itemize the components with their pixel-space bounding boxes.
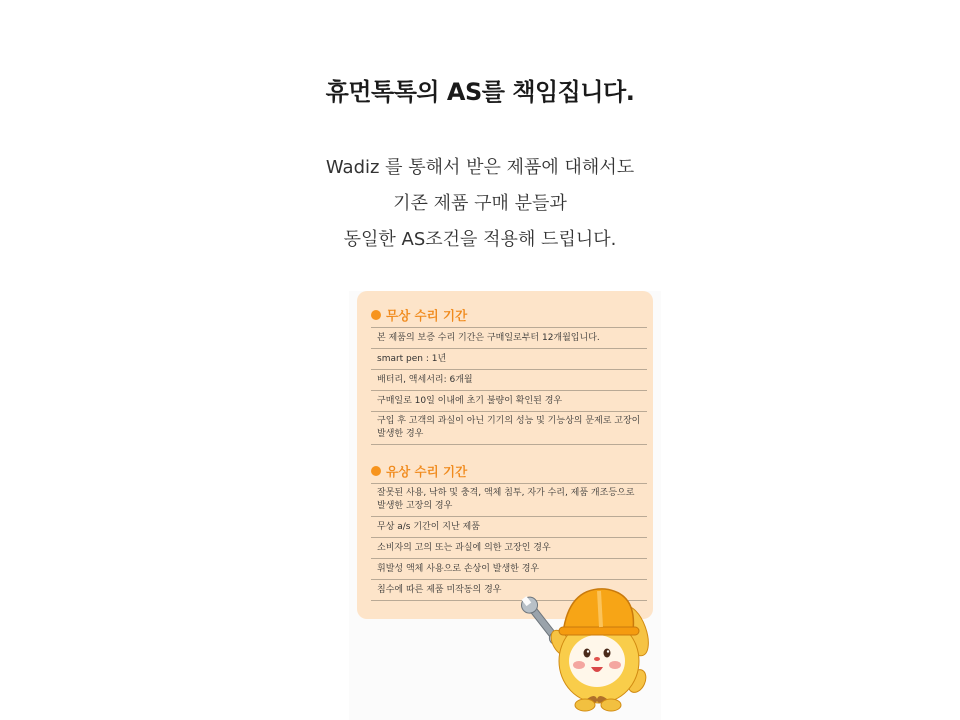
paid-repair-section bbox=[371, 461, 647, 601]
intro-line: 기존 제품 구매 분들과 bbox=[393, 193, 567, 214]
construction-mascot-icon bbox=[509, 581, 659, 720]
free-repair-header bbox=[371, 305, 647, 328]
bullet-dot-icon bbox=[371, 310, 381, 320]
intro-line: Wadiz 를 통해서 받은 제품에 대해서도 bbox=[325, 157, 635, 178]
paid-repair-row: 소비자의 고의 또는 과실에 의한 고장인 경우 bbox=[371, 538, 647, 559]
intro-line: 동일한 AS조건을 적용해 드립니다. bbox=[343, 229, 617, 250]
page-title: 휴먼톡톡의 AS를 책임집니다. bbox=[325, 78, 635, 106]
paid-repair-row: 침수에 따른 제품 미작동의 경우 bbox=[371, 580, 647, 601]
paid-repair-header bbox=[371, 461, 647, 484]
paid-repair-title: 유상 수리 기간 bbox=[386, 464, 468, 479]
paid-repair-row: 잘못된 사용, 낙하 및 충격, 액체 침투, 자가 수리, 제품 개조등으로 발생한 고장의 경우 bbox=[371, 484, 647, 517]
intro-text bbox=[0, 150, 960, 258]
free-repair-title: 무상 수리 기간 bbox=[386, 308, 468, 323]
paid-repair-row: 휘발성 액체 사용으로 손상이 발생한 경우 bbox=[371, 559, 647, 580]
paid-repair-row: 무상 a/s 기간이 지난 제품 bbox=[371, 517, 647, 538]
bullet-dot-icon bbox=[371, 466, 381, 476]
free-repair-row: smart pen : 1년 bbox=[371, 349, 647, 370]
free-repair-row: 본 제품의 보증 수리 기간은 구매일로부터 12개월입니다. bbox=[371, 328, 647, 349]
free-repair-row: 구매일로 10일 이내에 초기 불량이 확인된 경우 bbox=[371, 391, 647, 412]
free-repair-row: 구입 후 고객의 과실이 아닌 기기의 성능 및 기능상의 문제로 고장이 발생한 경우 bbox=[371, 412, 647, 445]
as-info-image bbox=[349, 291, 661, 720]
free-repair-section bbox=[371, 305, 647, 445]
free-repair-row: 배터리, 액세서리: 6개월 bbox=[371, 370, 647, 391]
as-info-card bbox=[357, 291, 653, 619]
